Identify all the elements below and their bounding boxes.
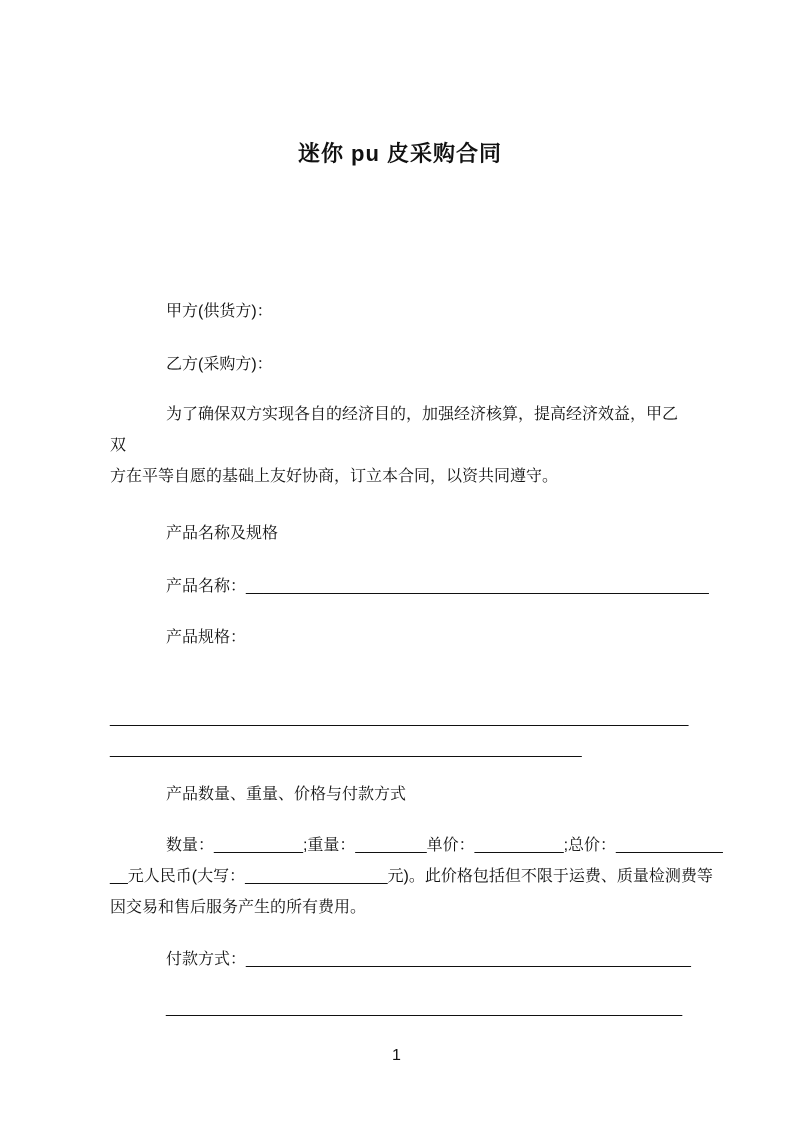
payment-method-line xyxy=(110,944,690,975)
quantity-line-3: 因交易和售后服务产生的所有费用。 xyxy=(110,899,367,916)
intro-line-2: 方在平等自愿的基础上友好协商，订立本合同，以资共同遵守。 xyxy=(110,468,559,485)
quantity-line-1: 数量：__________;重量：________单价：__________;总价：____________ xyxy=(166,837,723,854)
quantity-price-paragraph xyxy=(110,830,723,923)
payment-method-label: 付款方式： xyxy=(166,951,247,968)
intro-line-1: 为了确保双方实现各自的经济目的，加强经济核算，提高经济效益，甲乙双 xyxy=(110,406,679,454)
section-heading-price: 产品数量、重量、价格与付款方式 xyxy=(166,786,407,803)
spec-blank-line-1: _________________________________________________________________ xyxy=(110,710,689,727)
payment-blank-line: __________________________________________________________ xyxy=(166,1000,683,1017)
contract-title: 迷你 pu 皮采购合同 xyxy=(297,141,503,166)
quantity-line-2: __元人民币(大写：________________元)。此价格包括但不限于运费、质量检测费等 xyxy=(110,868,713,885)
party-b-line: 乙方(采购方)： xyxy=(166,356,273,373)
intro-paragraph xyxy=(110,399,690,492)
product-name-label: 产品名称： xyxy=(166,578,247,595)
product-name-line xyxy=(110,571,709,602)
spec-blank-line-2: _____________________________________________________ xyxy=(110,741,582,758)
product-spec-label: 产品规格： xyxy=(166,629,247,646)
party-a-line: 甲方(供货方)： xyxy=(166,303,273,320)
payment-method-blank: __________________________________________________ xyxy=(246,951,691,968)
page-number: 1 xyxy=(392,1047,401,1064)
product-spec-blank-area xyxy=(110,703,690,765)
product-name-blank: ____________________________________________________ xyxy=(246,578,709,595)
section-heading-product: 产品名称及规格 xyxy=(166,525,279,542)
